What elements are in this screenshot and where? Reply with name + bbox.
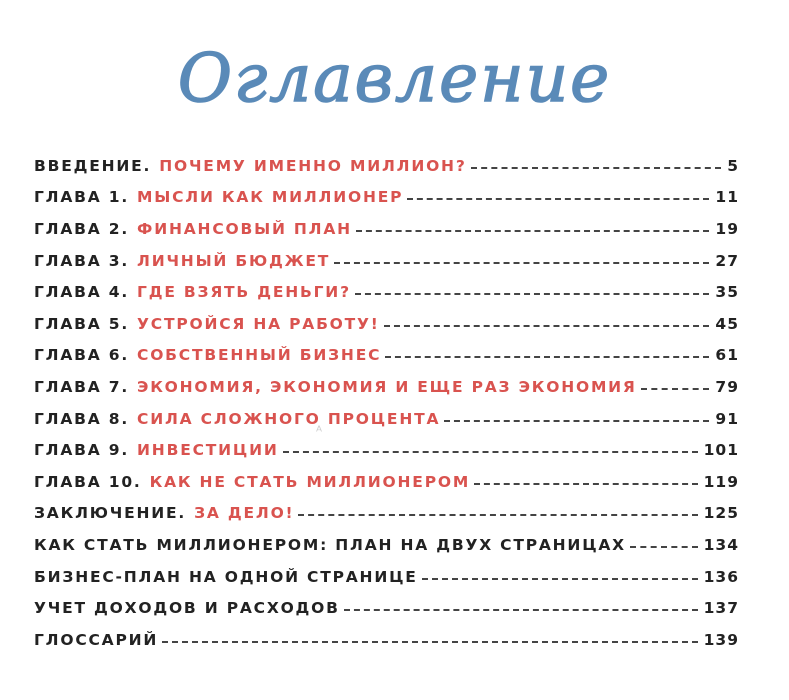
toc-item-page-number: 19 (715, 219, 739, 238)
toc-item (34, 434, 739, 466)
dotted-leader (444, 420, 709, 422)
toc-item (34, 213, 739, 245)
toc-item-page-number: 35 (715, 283, 739, 302)
toc-item-page-number: 5 (727, 156, 739, 175)
toc-item-name: ЗА ДЕЛО! (194, 504, 295, 523)
toc-item-name: ЭКОНОМИЯ, ЭКОНОМИЯ И ЕЩЕ РАЗ ЭКОНОМИЯ (137, 377, 637, 396)
toc-item-page-number: 134 (703, 535, 739, 554)
toc-item-label: ГЛАВА 4. (34, 283, 130, 302)
toc-item-name: УСТРОЙСЯ НА РАБОТУ! (137, 314, 380, 333)
toc-item-label: КАК СТАТЬ МИЛЛИОНЕРОМ: ПЛАН НА ДВУХ СТРАНИЦАХ (34, 535, 626, 554)
toc-item-name: ГДЕ ВЗЯТЬ ДЕНЬГИ? (137, 283, 351, 302)
dotted-leader (474, 483, 698, 485)
dotted-leader (162, 641, 697, 643)
toc-item-page-number: 27 (715, 251, 739, 270)
toc-item-page-number: 61 (715, 346, 739, 365)
toc-item (34, 466, 739, 498)
toc-item-name: СОБСТВЕННЫЙ БИЗНЕС (137, 346, 382, 365)
toc-item-label: ВВЕДЕНИЕ. (34, 156, 152, 175)
toc-item (34, 624, 739, 656)
toc-item-page-number: 136 (703, 567, 739, 586)
toc-item (34, 245, 739, 277)
dotted-leader (356, 230, 709, 232)
dotted-leader (298, 514, 697, 516)
toc-item (34, 592, 739, 624)
toc-item (34, 403, 739, 435)
dotted-leader (384, 325, 710, 327)
toc-item-page-number: 45 (715, 314, 739, 333)
toc-item (34, 529, 739, 561)
toc-item-label: ГЛАВА 2. (34, 219, 130, 238)
dotted-leader (630, 546, 698, 548)
dotted-leader (385, 356, 709, 358)
toc-item-page-number: 91 (715, 409, 739, 428)
toc-item-label: ЗАКЛЮЧЕНИЕ. (34, 504, 187, 523)
toc-item-name: КАК НЕ СТАТЬ МИЛЛИОНЕРОМ (149, 472, 471, 491)
page-title: Оглавление (177, 40, 612, 117)
toc-item-name: ФИНАНСОВЫЙ ПЛАН (137, 219, 352, 238)
dotted-leader (471, 167, 722, 169)
toc-item-label: ГЛАВА 10. (34, 472, 142, 491)
dotted-leader (641, 388, 710, 390)
toc-item-label: ГЛАВА 3. (34, 251, 130, 270)
toc-item (34, 276, 739, 308)
toc-item (34, 308, 739, 340)
toc-item-page-number: 139 (703, 630, 739, 649)
dotted-leader (344, 609, 698, 611)
toc-list (34, 150, 739, 656)
toc-item-name: ИНВЕСТИЦИИ (137, 441, 279, 460)
toc-item-page-number: 125 (703, 504, 739, 523)
dotted-leader (407, 198, 709, 200)
toc-item-page-number: 101 (703, 441, 739, 460)
toc-item-label: ГЛАВА 7. (34, 377, 130, 396)
toc-item-page-number: 137 (703, 599, 739, 618)
toc-item-label: ГЛАВА 1. (34, 188, 130, 207)
toc-item-label: ГЛАВА 8. (34, 409, 130, 428)
toc-item-name: ЛИЧНЫЙ БЮДЖЕТ (137, 251, 331, 270)
toc-item (34, 182, 739, 214)
toc-item-name: ПОЧЕМУ ИМЕННО МИЛЛИОН? (159, 156, 467, 175)
dotted-leader (422, 578, 698, 580)
toc-item (34, 371, 739, 403)
toc-item-label: ГЛОССАРИЙ (34, 630, 159, 649)
toc-item (34, 561, 739, 593)
toc-item-label: ГЛАВА 9. (34, 441, 130, 460)
faint-mark: ᴬ (316, 424, 323, 440)
dotted-leader (355, 293, 710, 295)
dotted-leader (283, 451, 698, 453)
toc-item-page-number: 79 (715, 377, 739, 396)
toc-item (34, 150, 739, 182)
toc-item-page-number: 119 (703, 472, 739, 491)
toc-item-label: БИЗНЕС-ПЛАН НА ОДНОЙ СТРАНИЦЕ (34, 567, 418, 586)
toc-item-page-number: 11 (715, 188, 739, 207)
toc-item (34, 498, 739, 530)
toc-item-name: СИЛА СЛОЖНОГО ПРОЦЕНТА (137, 409, 441, 428)
toc-item-label: ГЛАВА 5. (34, 314, 130, 333)
toc-item-name: МЫСЛИ КАК МИЛЛИОНЕР (137, 188, 404, 207)
toc-item (34, 340, 739, 372)
toc-item-label: УЧЕТ ДОХОДОВ И РАСХОДОВ (34, 599, 340, 618)
dotted-leader (334, 262, 709, 264)
toc-item-label: ГЛАВА 6. (34, 346, 130, 365)
